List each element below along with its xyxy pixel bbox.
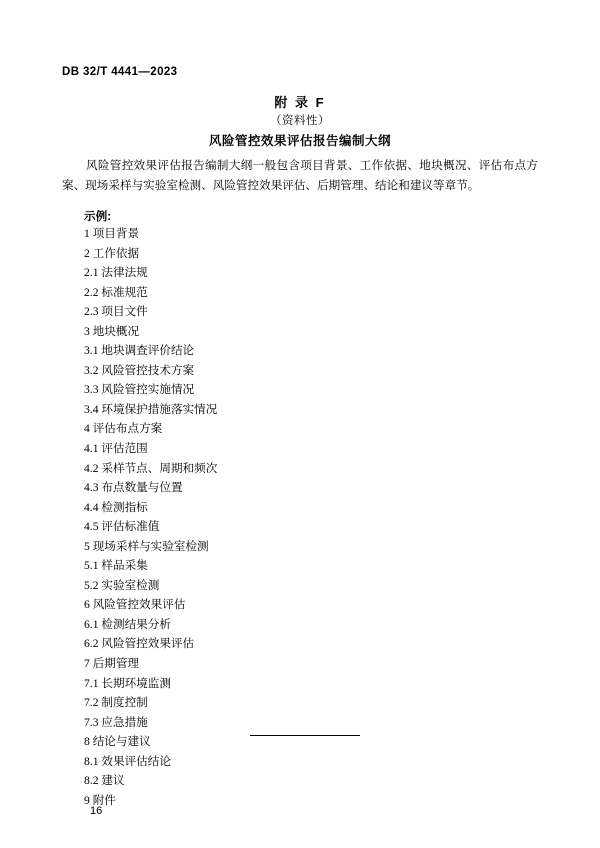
outline-item: 5.2 实验室检测 xyxy=(84,578,160,592)
outline-item: 3.3 风险管控实施情况 xyxy=(84,383,195,397)
outline-item: 4.3 布点数量与位置 xyxy=(84,481,183,495)
standard-code-header: DB 32/T 4441—2023 xyxy=(62,66,178,78)
outline-item: 5 现场采样与实验室检测 xyxy=(84,539,209,553)
outline-list xyxy=(84,224,504,810)
outline-item: 7.1 长期环境监测 xyxy=(84,676,171,690)
outline-item: 8.1 效果评估结论 xyxy=(84,754,171,768)
outline-item: 4.1 评估范围 xyxy=(84,442,148,456)
outline-item: 8.2 建议 xyxy=(84,774,125,788)
outline-item: 7 后期管理 xyxy=(84,657,140,671)
outline-item: 8 结论与建议 xyxy=(84,735,151,749)
outline-item: 3.2 风险管控技术方案 xyxy=(84,363,195,377)
outline-item: 2.3 项目文件 xyxy=(84,305,148,319)
annex-type: （资料性） xyxy=(270,115,330,127)
outline-item: 6.1 检测结果分析 xyxy=(84,617,171,631)
outline-item: 3.4 环境保护措施落实情况 xyxy=(84,402,218,416)
outline-item: 6 风险管控效果评估 xyxy=(84,598,186,612)
outline-item: 4.2 采样节点、周期和频次 xyxy=(84,461,218,475)
outline-item: 2 工作依据 xyxy=(84,246,140,260)
outline-item: 2.1 法律法规 xyxy=(84,266,148,280)
outline-item: 4 评估布点方案 xyxy=(84,422,163,436)
outline-item: 4.4 检测指标 xyxy=(84,500,148,514)
outline-item: 3.1 地块调查评价结论 xyxy=(84,344,195,358)
page-number: 16 xyxy=(90,805,103,817)
outline-item: 3 地块概况 xyxy=(84,324,140,338)
intro-paragraph: 风险管控效果评估报告编制大纲一般包含项目背景、工作依据、地块概况、评估布点方案、现场采样与实验室检测、风险管控效果评估、后期管理、结论和建议等章节。 xyxy=(62,159,538,192)
outline-item: 2.2 标准规范 xyxy=(84,285,148,299)
example-label: 示例: xyxy=(84,210,112,223)
annex-title: 风险管控效果评估报告编制大纲 xyxy=(208,134,391,148)
outline-item: 5.1 样品采集 xyxy=(84,559,148,573)
annex-label: 附 录 F xyxy=(274,95,326,110)
outline-item: 9 附件 xyxy=(84,793,116,807)
outline-item: 4.5 评估标准值 xyxy=(84,520,160,534)
outline-item: 6.2 风险管控效果评估 xyxy=(84,637,195,651)
outline-item: 1 项目背景 xyxy=(84,227,140,240)
outline-item: 7.3 应急措施 xyxy=(84,715,148,729)
outline-item: 7.2 制度控制 xyxy=(84,696,148,710)
horizontal-rule xyxy=(250,735,360,736)
